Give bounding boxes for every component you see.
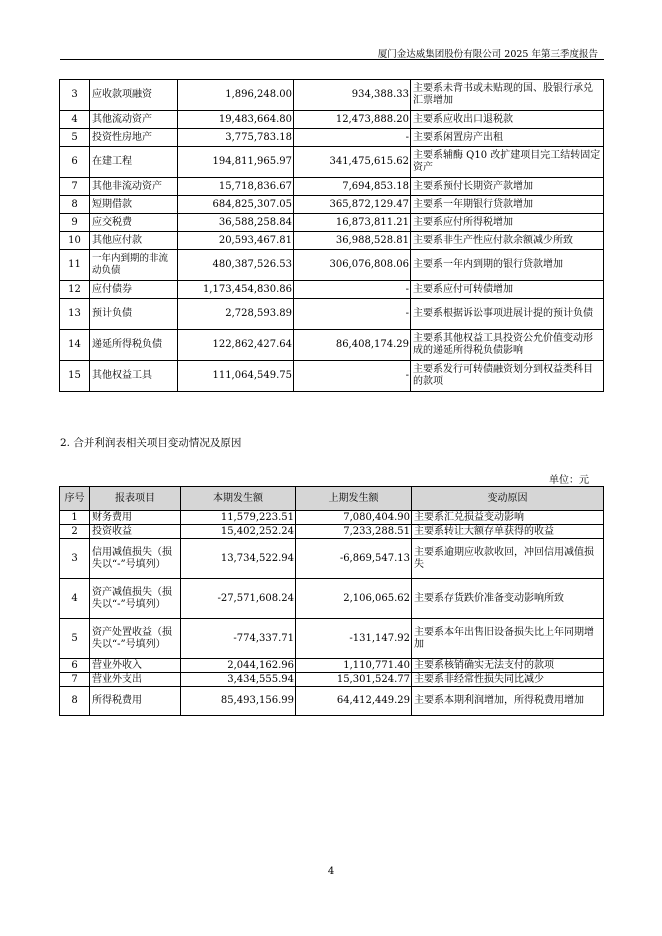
table-row [60,659,604,673]
row-prior-amount: 36,988,528.81 [294,232,411,250]
row-reason: 主要系应收出口退税款 [411,111,604,129]
table-row [60,330,604,361]
row-current-amount: 3,434,555.94 [181,673,296,687]
row-number: 8 [60,196,90,214]
row-item: 信用减值损失（损失以“-”号填列） [90,539,181,579]
row-item: 预计负债 [90,299,178,330]
row-reason: 主要系应付所得税增加 [411,214,604,232]
row-number: 3 [60,80,90,111]
balance-sheet-changes-table [59,79,604,392]
header-divider [60,59,604,60]
row-item: 营业外支出 [90,673,181,687]
row-reason: 主要系非经常性损失同比减少 [412,673,604,687]
row-reason: 主要系发行可转债融资划分到权益类科目的款项 [411,361,604,392]
row-number: 14 [60,330,90,361]
row-prior-amount: 86,408,174.29 [294,330,411,361]
row-reason: 主要系一年期银行贷款增加 [411,196,604,214]
row-item: 一年内到期的非流动负债 [90,250,178,281]
col-header-item: 报表项目 [90,487,181,511]
row-prior-amount: 1,110,771.40 [296,659,412,673]
table-row [60,511,604,525]
row-number: 7 [60,673,90,687]
row-prior-amount: 64,412,449.29 [296,687,412,716]
row-reason: 主要系核销确实无法支付的款项 [412,659,604,673]
row-prior-amount: - [294,361,411,392]
table-row [60,129,604,147]
row-current-amount: 15,402,252.24 [181,525,296,539]
row-number: 8 [60,687,90,716]
row-reason: 主要系其他权益工具投资公允价值变动形成的递延所得税负债影响 [411,330,604,361]
row-reason: 主要系逾期应收款收回，冲回信用减值损失 [412,539,604,579]
row-reason: 主要系一年内到期的银行贷款增加 [411,250,604,281]
row-current-amount: -27,571,608.24 [181,579,296,619]
row-prior-amount: 7,694,853.18 [294,178,411,196]
row-prior-amount: - [294,299,411,330]
row-number: 5 [60,129,90,147]
row-current-amount: 684,825,307.05 [178,196,294,214]
row-prior-amount: 7,233,288.51 [296,525,412,539]
row-prior-amount: 341,475,615.62 [294,147,411,178]
row-number: 7 [60,178,90,196]
row-item: 投资收益 [90,525,181,539]
row-prior-amount: 934,388.33 [294,80,411,111]
col-header-prior: 上期发生额 [296,487,412,511]
row-number: 9 [60,214,90,232]
unit-label: 单位：元 [549,475,589,486]
row-number: 12 [60,281,90,299]
row-current-amount: 13,734,522.94 [181,539,296,579]
row-current-amount: 1,173,454,830.86 [178,281,294,299]
row-current-amount: 3,775,783.18 [178,129,294,147]
row-item: 递延所得税负债 [90,330,178,361]
row-item: 短期借款 [90,196,178,214]
row-prior-amount: - [294,129,411,147]
row-item: 财务费用 [90,511,181,525]
row-reason: 主要系未背书或未贴现的国、股银行承兑汇票增加 [411,80,604,111]
row-item: 资产处置收益（损失以“-”号填列） [90,619,181,659]
row-current-amount: 480,387,526.53 [178,250,294,281]
row-number: 15 [60,361,90,392]
row-current-amount: 2,044,162.96 [181,659,296,673]
row-prior-amount: 16,873,811.21 [294,214,411,232]
table-row [60,361,604,392]
report-header-title: 厦门金达威集团股份有限公司 2025 年第三季度报告 [377,49,598,60]
row-current-amount: 1,896,248.00 [178,80,294,111]
row-item: 其他非流动资产 [90,178,178,196]
row-prior-amount: 15,301,524.77 [296,673,412,687]
row-item: 应收款项融资 [90,80,178,111]
table-row [60,80,604,111]
row-reason: 主要系本期利润增加，所得税费用增加 [412,687,604,716]
row-reason: 主要系汇兑损益变动影响 [412,511,604,525]
table-row [60,687,604,716]
row-prior-amount: 2,106,065.62 [296,579,412,619]
row-item: 其他流动资产 [90,111,178,129]
row-item: 其他应付款 [90,232,178,250]
row-item: 营业外收入 [90,659,181,673]
income-statement-changes-table [59,486,604,716]
page-number: 4 [327,866,335,877]
row-prior-amount: 306,076,808.06 [294,250,411,281]
table-row [60,299,604,330]
row-item: 在建工程 [90,147,178,178]
table-row [60,619,604,659]
table-row [60,147,604,178]
table-header-row [60,487,604,511]
table-row [60,525,604,539]
row-current-amount: 15,718,836.67 [178,178,294,196]
row-current-amount: 111,064,549.75 [178,361,294,392]
row-number: 2 [60,525,90,539]
row-current-amount: 85,493,156.99 [181,687,296,716]
table-row [60,539,604,579]
row-number: 4 [60,111,90,129]
row-current-amount: 2,728,593.89 [178,299,294,330]
row-prior-amount: -6,869,547.13 [296,539,412,579]
table-row [60,196,604,214]
row-reason: 主要系辅酶 Q10 改扩建项目完工结转固定资产 [411,147,604,178]
row-current-amount: 122,862,427.64 [178,330,294,361]
row-prior-amount: 12,473,888.20 [294,111,411,129]
section-title: 2. 合并利润表相关项目变动情况及原因 [60,437,242,449]
table-row [60,250,604,281]
row-prior-amount: -131,147.92 [296,619,412,659]
row-number: 4 [60,579,90,619]
row-reason: 主要系本年出售旧设备损失比上年同期增加 [412,619,604,659]
table-row [60,178,604,196]
row-item: 应付债券 [90,281,178,299]
row-reason: 主要系存货跌价准备变动影响所致 [412,579,604,619]
row-current-amount: 194,811,965.97 [178,147,294,178]
row-current-amount: 20,593,467.81 [178,232,294,250]
table-row [60,111,604,129]
row-item: 其他权益工具 [90,361,178,392]
row-number: 1 [60,511,90,525]
row-item: 资产减值损失（损失以“-”号填列） [90,579,181,619]
row-current-amount: -774,337.71 [181,619,296,659]
row-prior-amount: - [294,281,411,299]
row-number: 11 [60,250,90,281]
col-header-current: 本期发生额 [181,487,296,511]
row-item: 应交税费 [90,214,178,232]
row-prior-amount: 7,080,404.90 [296,511,412,525]
table-row [60,232,604,250]
row-reason: 主要系应付可转债增加 [411,281,604,299]
row-number: 5 [60,619,90,659]
row-item: 投资性房地产 [90,129,178,147]
col-header-no: 序号 [60,487,90,511]
row-prior-amount: 365,872,129.47 [294,196,411,214]
col-header-reason: 变动原因 [412,487,604,511]
row-current-amount: 11,579,223.51 [181,511,296,525]
row-item: 所得税费用 [90,687,181,716]
table-row [60,579,604,619]
row-number: 6 [60,659,90,673]
row-reason: 主要系非生产性应付款余额减少所致 [411,232,604,250]
row-reason: 主要系预付长期资产款增加 [411,178,604,196]
table-row [60,673,604,687]
row-reason: 主要系闲置房产出租 [411,129,604,147]
row-current-amount: 19,483,664.80 [178,111,294,129]
row-number: 10 [60,232,90,250]
row-reason: 主要系根据诉讼事项进展计提的预计负债 [411,299,604,330]
row-number: 13 [60,299,90,330]
row-number: 3 [60,539,90,579]
table-row [60,281,604,299]
row-number: 6 [60,147,90,178]
row-reason: 主要系转让大额存单获得的收益 [412,525,604,539]
table-row [60,214,604,232]
row-current-amount: 36,588,258.84 [178,214,294,232]
